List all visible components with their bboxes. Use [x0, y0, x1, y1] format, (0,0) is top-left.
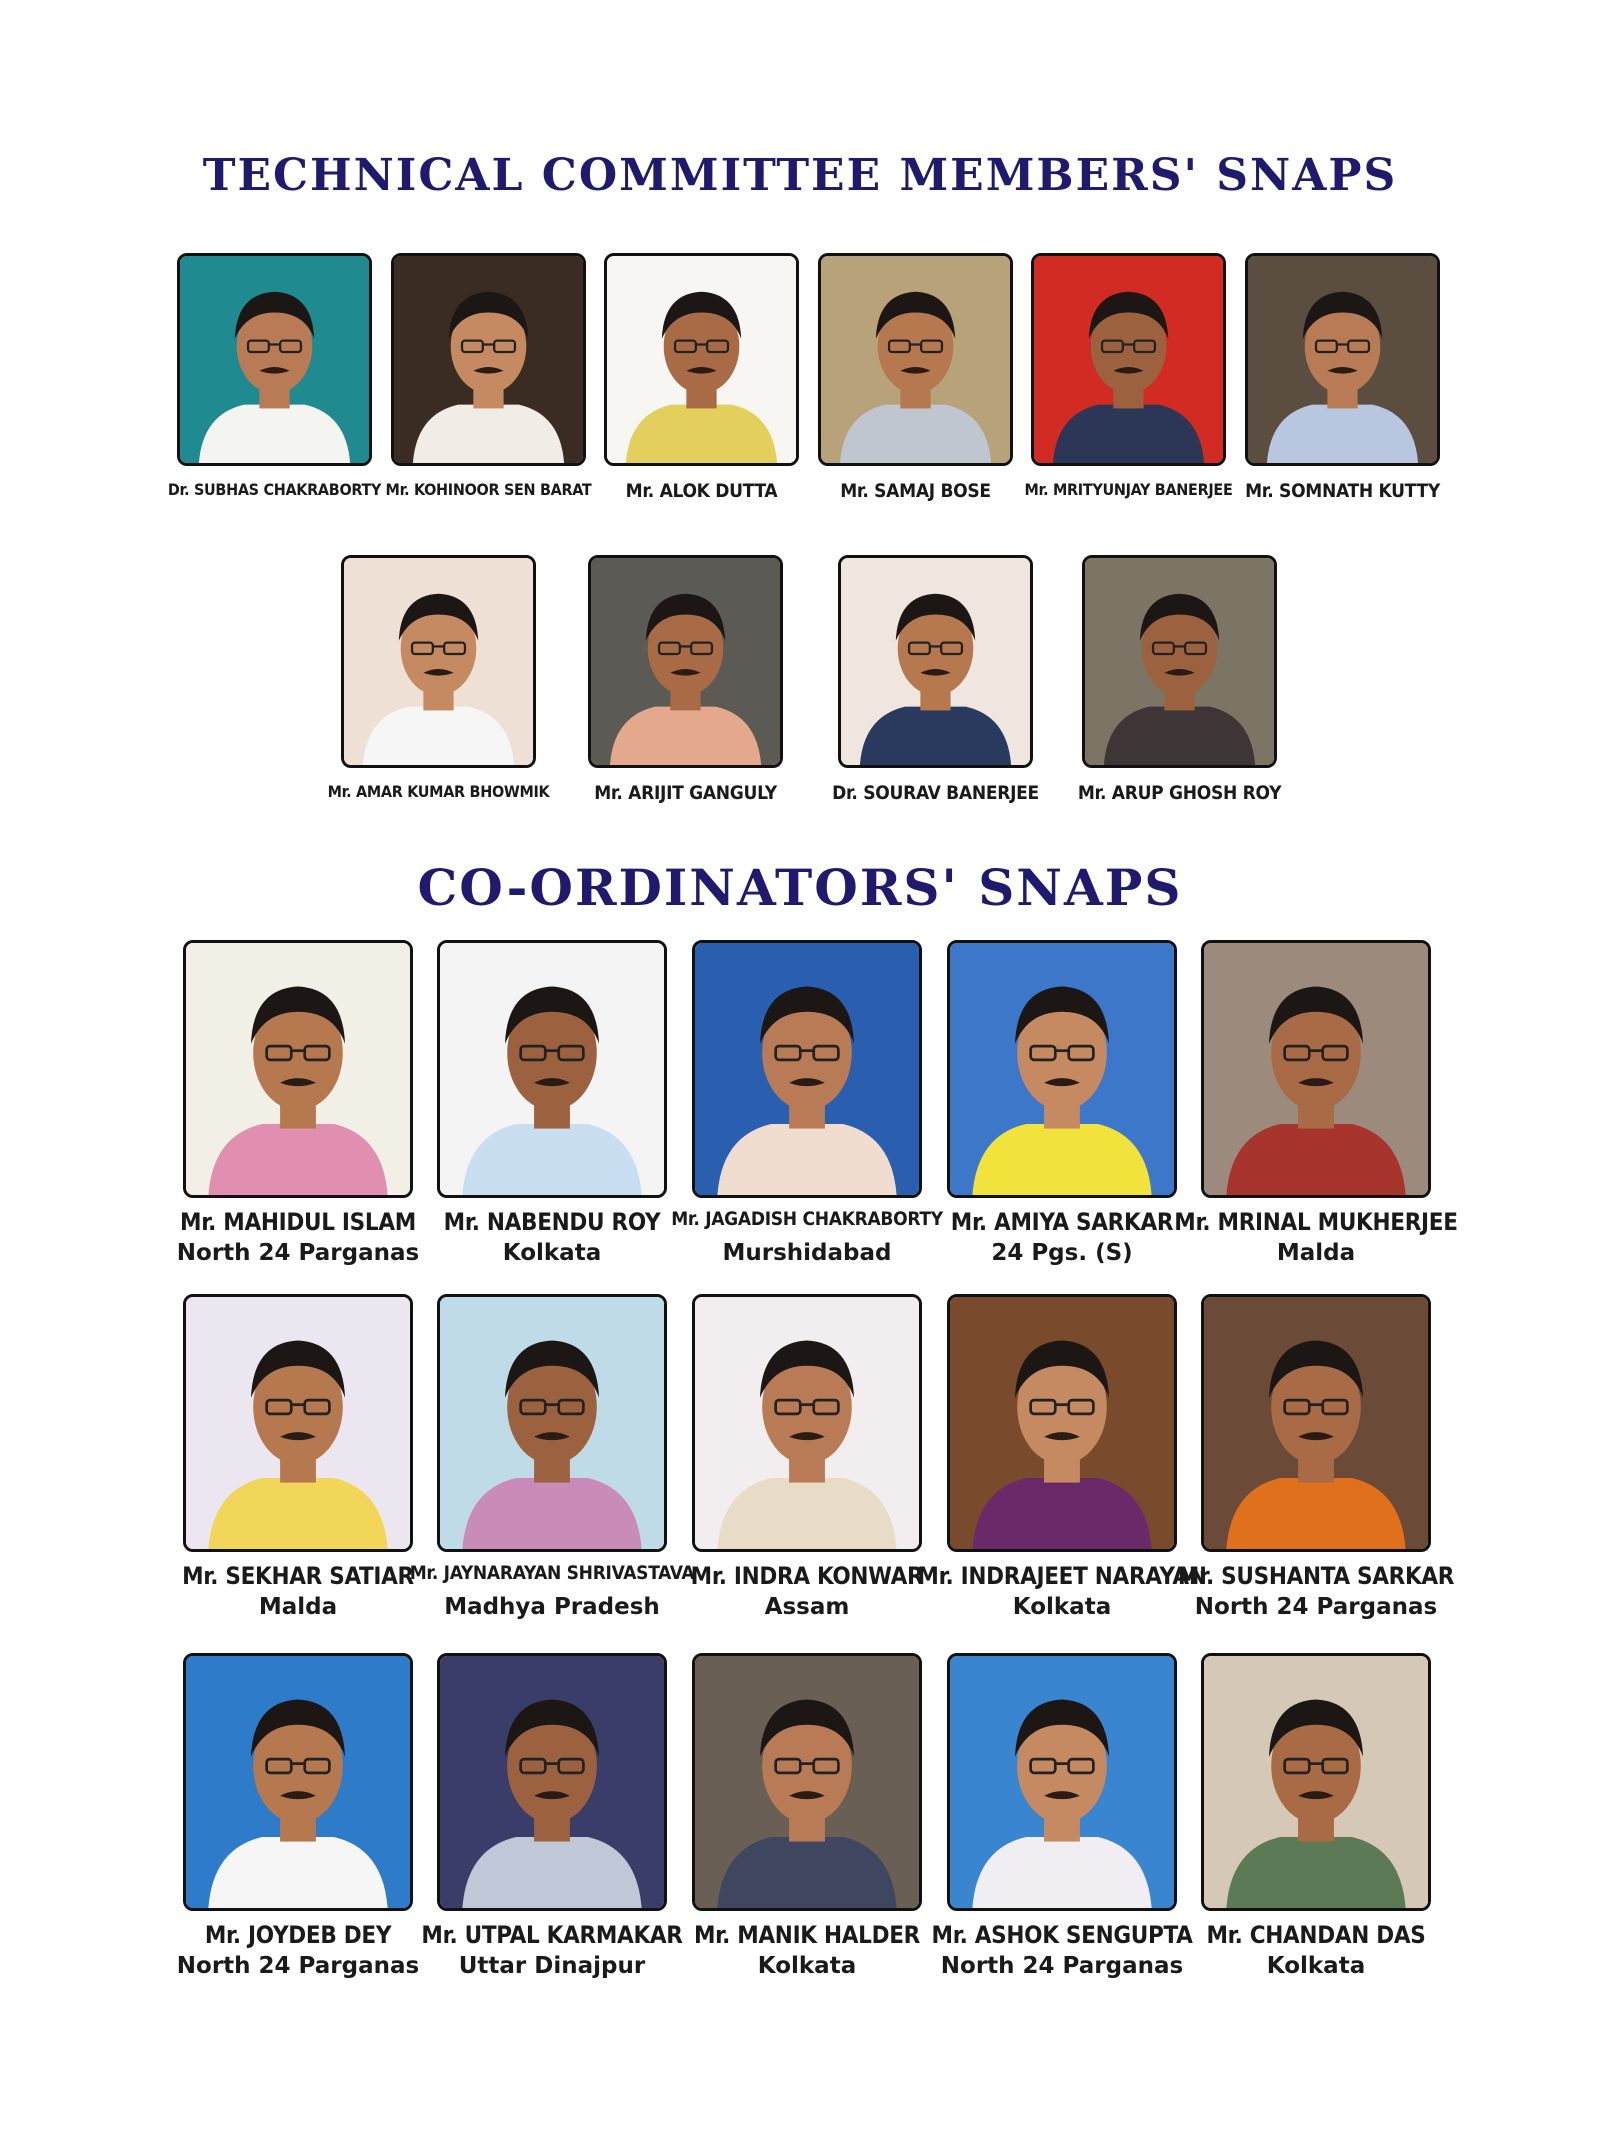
member-card-mr-alok-dutta — [604, 253, 799, 506]
coordinator-card-mr-nabendu-roy — [437, 940, 667, 1278]
coordinator-photo — [437, 1294, 667, 1552]
coordinator-name: Mr. MRINAL MUKHERJEE — [1174, 1208, 1458, 1236]
member-name: Dr. SUBHAS CHAKRABORTY — [167, 480, 382, 499]
member-card-dr-subhas-chakraborty — [167, 253, 382, 506]
coordinator-photo — [437, 940, 667, 1198]
coordinator-name: Mr. MAHIDUL ISLAM — [180, 1208, 416, 1236]
member-name: Mr. MRITYUNJAY BANERJEE — [1024, 480, 1233, 499]
coordinator-card-mr-indrajeet-narayan — [917, 1294, 1207, 1632]
coordinator-photo — [947, 940, 1177, 1198]
coordinator-name: Mr. NABENDU ROY — [443, 1208, 661, 1236]
coordinator-name: Mr. INDRAJEET NARAYAN — [917, 1562, 1207, 1590]
coordinator-place: 24 Pgs. (S) — [991, 1240, 1133, 1266]
coordinator-photo — [183, 940, 413, 1198]
coordinator-photo — [692, 1653, 922, 1911]
member-name: Mr. SAMAJ BOSE — [840, 480, 991, 502]
coordinator-card-mr-utpal-karmakar — [421, 1653, 683, 1991]
member-photo — [604, 253, 799, 466]
member-card-mr-arup-ghosh-roy — [1077, 555, 1282, 808]
member-photo — [838, 555, 1033, 768]
member-card-mr-arijit-ganguly — [588, 555, 783, 808]
member-photo — [588, 555, 783, 768]
coordinator-place: Murshidabad — [722, 1240, 892, 1266]
coordinator-card-mr-amiya-sarkar — [947, 940, 1177, 1278]
coordinator-card-mr-manik-halder — [692, 1653, 922, 1991]
coordinator-place: North 24 Parganas — [176, 1953, 420, 1979]
member-photo — [177, 253, 372, 466]
member-photo — [391, 253, 586, 466]
member-card-mr-kohinoor-sen-barat — [385, 253, 592, 506]
member-name: Mr. ARIJIT GANGULY — [594, 782, 777, 804]
coordinator-place: Malda — [1276, 1240, 1356, 1266]
coordinator-photo — [947, 1294, 1177, 1552]
coordinator-photo — [1201, 1653, 1431, 1911]
coordinator-name: Mr. UTPAL KARMAKAR — [421, 1921, 683, 1949]
coordinator-name: Mr. MANIK HALDER — [693, 1921, 921, 1949]
coordinator-card-mr-jaynarayan-shrivastava — [409, 1294, 695, 1632]
coordinator-place: Kolkata — [1012, 1594, 1112, 1620]
coordinator-photo — [947, 1653, 1177, 1911]
technical-committee-title: TECHNICAL COMMITTEE MEMBERS' SNAPS — [202, 150, 1398, 201]
coordinator-photo — [183, 1294, 413, 1552]
coordinator-photo — [1201, 1294, 1431, 1552]
member-card-mr-amar-kumar-bhowmik — [327, 555, 550, 808]
member-card-mr-samaj-bose — [818, 253, 1013, 506]
coordinator-card-mr-chandan-das — [1201, 1653, 1431, 1991]
coordinator-place: Malda — [258, 1594, 338, 1620]
member-photo — [1082, 555, 1277, 768]
coordinator-photo — [692, 940, 922, 1198]
member-name: Mr. ALOK DUTTA — [625, 480, 778, 502]
coordinator-name: Mr. ASHOK SENGUPTA — [931, 1921, 1193, 1949]
coordinator-place: Uttar Dinajpur — [458, 1953, 646, 1979]
coordinator-place: Kolkata — [757, 1953, 857, 1979]
member-photo — [1245, 253, 1440, 466]
coordinator-name: Mr. JAYNARAYAN SHRIVASTAVA — [409, 1562, 695, 1584]
member-card-mr-mrityunjay-banerjee — [1024, 253, 1233, 506]
coordinator-photo — [1201, 940, 1431, 1198]
member-photo — [818, 253, 1013, 466]
coordinator-place: Assam — [764, 1594, 850, 1620]
coordinator-card-mr-joydeb-dey — [176, 1653, 420, 1991]
coordinator-card-mr-indra-konwar — [692, 1294, 922, 1632]
coordinator-name: Mr. INDRA KONWAR — [690, 1562, 924, 1590]
coordinator-card-mr-ashok-sengupta — [931, 1653, 1193, 1991]
coordinator-card-mr-sekhar-satiar — [183, 1294, 413, 1632]
coordinator-photo — [183, 1653, 413, 1911]
member-card-dr-sourav-banerjee — [832, 555, 1039, 808]
member-name: Mr. KOHINOOR SEN BARAT — [385, 480, 592, 499]
coordinator-place: Kolkata — [502, 1240, 602, 1266]
coordinator-name: Mr. SUSHANTA SARKAR — [1177, 1562, 1455, 1590]
coordinators-title: CO-ORDINATORS' SNAPS — [417, 858, 1183, 917]
coordinator-place: Kolkata — [1266, 1953, 1366, 1979]
coordinator-card-mr-jagadish-chakraborty — [671, 940, 943, 1278]
coordinator-place: Madhya Pradesh — [444, 1594, 660, 1620]
coordinator-name: Mr. JOYDEB DEY — [204, 1921, 392, 1949]
member-photo — [341, 555, 536, 768]
coordinator-name: Mr. SEKHAR SATIAR — [182, 1562, 414, 1590]
coordinator-card-mr-mrinal-mukherjee — [1174, 940, 1458, 1278]
coordinator-name: Mr. AMIYA SARKAR — [950, 1208, 1174, 1236]
member-name: Mr. AMAR KUMAR BHOWMIK — [327, 782, 550, 801]
coordinator-name: Mr. JAGADISH CHAKRABORTY — [671, 1208, 943, 1230]
coordinator-place: North 24 Parganas — [1194, 1594, 1438, 1620]
coordinator-card-mr-sushanta-sarkar — [1177, 1294, 1455, 1632]
member-photo — [1031, 253, 1226, 466]
member-name: Dr. SOURAV BANERJEE — [832, 782, 1039, 804]
coordinator-photo — [437, 1653, 667, 1911]
coordinator-card-mr-mahidul-islam — [176, 940, 420, 1278]
coordinator-place: North 24 Parganas — [940, 1953, 1184, 1979]
coordinator-name: Mr. CHANDAN DAS — [1206, 1921, 1426, 1949]
member-card-mr-somnath-kutty — [1245, 253, 1440, 506]
coordinator-place: North 24 Parganas — [176, 1240, 420, 1266]
member-name: Mr. SOMNATH KUTTY — [1245, 480, 1440, 502]
member-name: Mr. ARUP GHOSH ROY — [1077, 782, 1282, 804]
coordinator-photo — [692, 1294, 922, 1552]
